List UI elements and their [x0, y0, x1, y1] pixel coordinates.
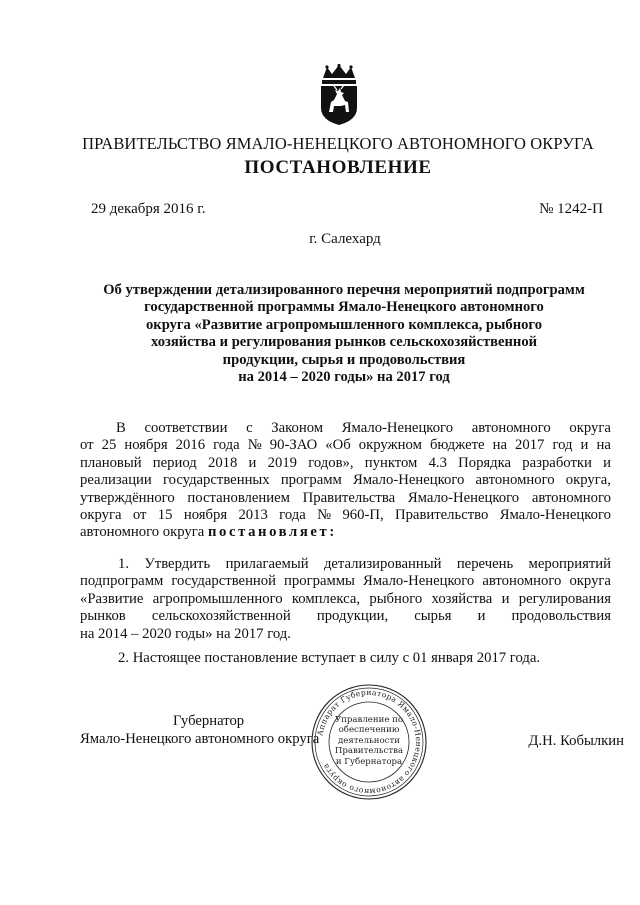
word: программ — [280, 472, 342, 489]
word: № — [317, 507, 332, 524]
word: 2016 — [175, 437, 206, 454]
subject-line: государственной программы Ямало-Ненецкого автономного — [144, 299, 544, 316]
word: 2019 — [267, 454, 297, 471]
word: разработки — [522, 454, 592, 471]
word: 2013 — [238, 507, 268, 524]
word: пунктом — [364, 454, 418, 471]
word: Законом — [271, 420, 324, 436]
document-type: ПОСТАНОВЛЕНИЕ — [244, 157, 432, 178]
line-text: 2. Настоящее постановление вступает в силу с 01 января 2017 года. — [118, 650, 541, 666]
word: плановый — [80, 454, 142, 471]
justified-line — [80, 490, 611, 507]
word: подпрограмм — [80, 573, 164, 590]
word: № — [247, 437, 262, 454]
word: и — [501, 590, 510, 607]
text-line — [80, 650, 611, 667]
word: «Об — [325, 437, 351, 454]
justified-line — [80, 556, 611, 573]
subject-line: хозяйства и регулирования рынков сельскохозяйственной — [150, 334, 538, 351]
subject-line: продукции, сырья и продовольствия — [222, 351, 466, 368]
word: агропромышленного — [152, 590, 283, 607]
document-city: г. Салехард — [309, 231, 381, 247]
justified-line — [80, 455, 611, 472]
organization-title: ПРАВИТЕЛЬСТВО ЯМАЛО-НЕНЕЦКОГО АВТОНОМНОГО ОКРУГА — [82, 134, 594, 153]
document-date: 29 декабря 2016 г. — [91, 201, 206, 217]
word: регулирования — [518, 590, 611, 607]
word: округа, — [565, 472, 611, 489]
justified-line — [80, 608, 611, 625]
text-line — [80, 626, 611, 643]
word: Правительство — [394, 507, 489, 524]
word: 15 — [157, 507, 173, 524]
text-line — [80, 524, 611, 541]
word: окружном — [358, 437, 422, 454]
word: 4.3 — [428, 454, 447, 471]
subject-line: на 2014 – 2020 годы» на 2017 год — [238, 369, 450, 386]
justified-line — [80, 437, 611, 454]
word: В — [116, 420, 126, 436]
word: продукции, — [316, 608, 389, 625]
word: на — [492, 437, 507, 454]
word: года — [279, 507, 306, 524]
justified-line — [80, 573, 611, 590]
stamp-line: обеспечению — [338, 725, 400, 736]
word: соответствии — [144, 420, 228, 436]
word: автономного — [471, 420, 551, 436]
word: 1. — [118, 556, 130, 572]
word: автономного — [482, 573, 562, 590]
justified-line — [80, 472, 611, 489]
word: Ямало-Ненецкого — [353, 472, 465, 489]
word: детализированный — [323, 556, 442, 572]
word: бюджете — [429, 437, 485, 454]
word: сырья — [414, 608, 452, 625]
word: перечень — [456, 556, 514, 572]
word: ноября — [183, 507, 228, 524]
word: и — [603, 454, 611, 471]
word: «Развитие — [80, 590, 144, 607]
word: года — [213, 437, 240, 454]
signatory-title-line: Губернатор — [173, 713, 245, 729]
stamp-ring-text: Аппарат Губернатора Ямало-Ненецкого автономного округа — [315, 687, 424, 797]
word: продовольствия — [511, 608, 611, 625]
word: от — [80, 437, 94, 454]
word: ноября — [124, 437, 168, 454]
resolves-word: постановляет: — [207, 524, 337, 541]
word: Утвердить — [144, 556, 211, 572]
word: мероприятий — [528, 556, 611, 572]
word: утверждённого — [80, 489, 175, 506]
stamp-line: Правительства — [334, 746, 404, 757]
document-subject — [70, 282, 618, 386]
word: Правительства — [302, 489, 396, 506]
stamp-line: Управление по — [334, 715, 404, 725]
subject-line: Об утверждении детализированного перечня мероприятий подпрограмм — [103, 282, 585, 298]
word: Ямало-Ненецкого — [341, 420, 454, 436]
word: с — [246, 420, 253, 436]
word: программы — [284, 573, 355, 590]
word: 960-П, — [342, 507, 384, 524]
word: рынков — [80, 608, 126, 625]
word: 90-ЗАО — [269, 437, 318, 454]
line-text: автономного округа — [80, 524, 205, 541]
line-text: на 2014 – 2020 годы» на 2017 год. — [80, 625, 291, 642]
word: и — [248, 454, 257, 471]
justified-line — [80, 507, 611, 524]
word: Ямало-Ненецкого — [499, 507, 611, 524]
stamp-line: деятельности — [338, 735, 400, 746]
word: округа — [80, 507, 122, 524]
word: Ямало-Ненецкого — [407, 489, 520, 506]
word: хозяйства — [431, 590, 493, 607]
word: на — [596, 437, 611, 454]
word: от — [132, 507, 147, 524]
word: сельскохозяйственной — [151, 608, 291, 625]
coat-of-arms-icon — [317, 64, 361, 126]
justified-line — [80, 420, 611, 437]
word: 2018 — [207, 454, 238, 471]
signatory-name: Д.Н. Кобылкин — [528, 733, 624, 749]
word: постановлением — [187, 489, 290, 506]
word: округа — [569, 573, 611, 590]
item-1-paragraph — [80, 556, 611, 643]
stamp-center-text — [334, 715, 404, 767]
subject-line: округа «Развитие агропромышленного комплекса, рыбного — [145, 316, 542, 333]
document-number: № 1242-П — [539, 201, 603, 217]
stamp-line: и Губернатора — [335, 756, 403, 767]
word: государственной — [171, 573, 276, 590]
word: реализации — [80, 472, 152, 489]
word: годов», — [308, 454, 354, 471]
item-2-paragraph — [80, 650, 611, 667]
signatory-title — [80, 712, 340, 748]
word: округа — [569, 420, 611, 436]
preamble-paragraph — [80, 420, 611, 542]
word: Ямало-Ненецкого — [362, 573, 475, 590]
word: период — [152, 454, 197, 471]
justified-line — [80, 591, 611, 608]
word: государственных — [162, 472, 270, 489]
word: комплекса, — [291, 590, 361, 607]
word: автономного — [475, 472, 555, 489]
word: 2017 — [515, 437, 545, 454]
word: прилагаемый — [225, 556, 309, 572]
word: и — [580, 437, 589, 454]
word: 25 — [101, 437, 117, 454]
signatory-title-line: Ямало-Ненецкого автономного округа — [80, 731, 320, 747]
word: год — [552, 437, 573, 454]
word: рыбного — [369, 590, 423, 607]
word: и — [477, 608, 486, 625]
word: Порядка — [458, 454, 512, 471]
word: автономного — [531, 489, 611, 506]
